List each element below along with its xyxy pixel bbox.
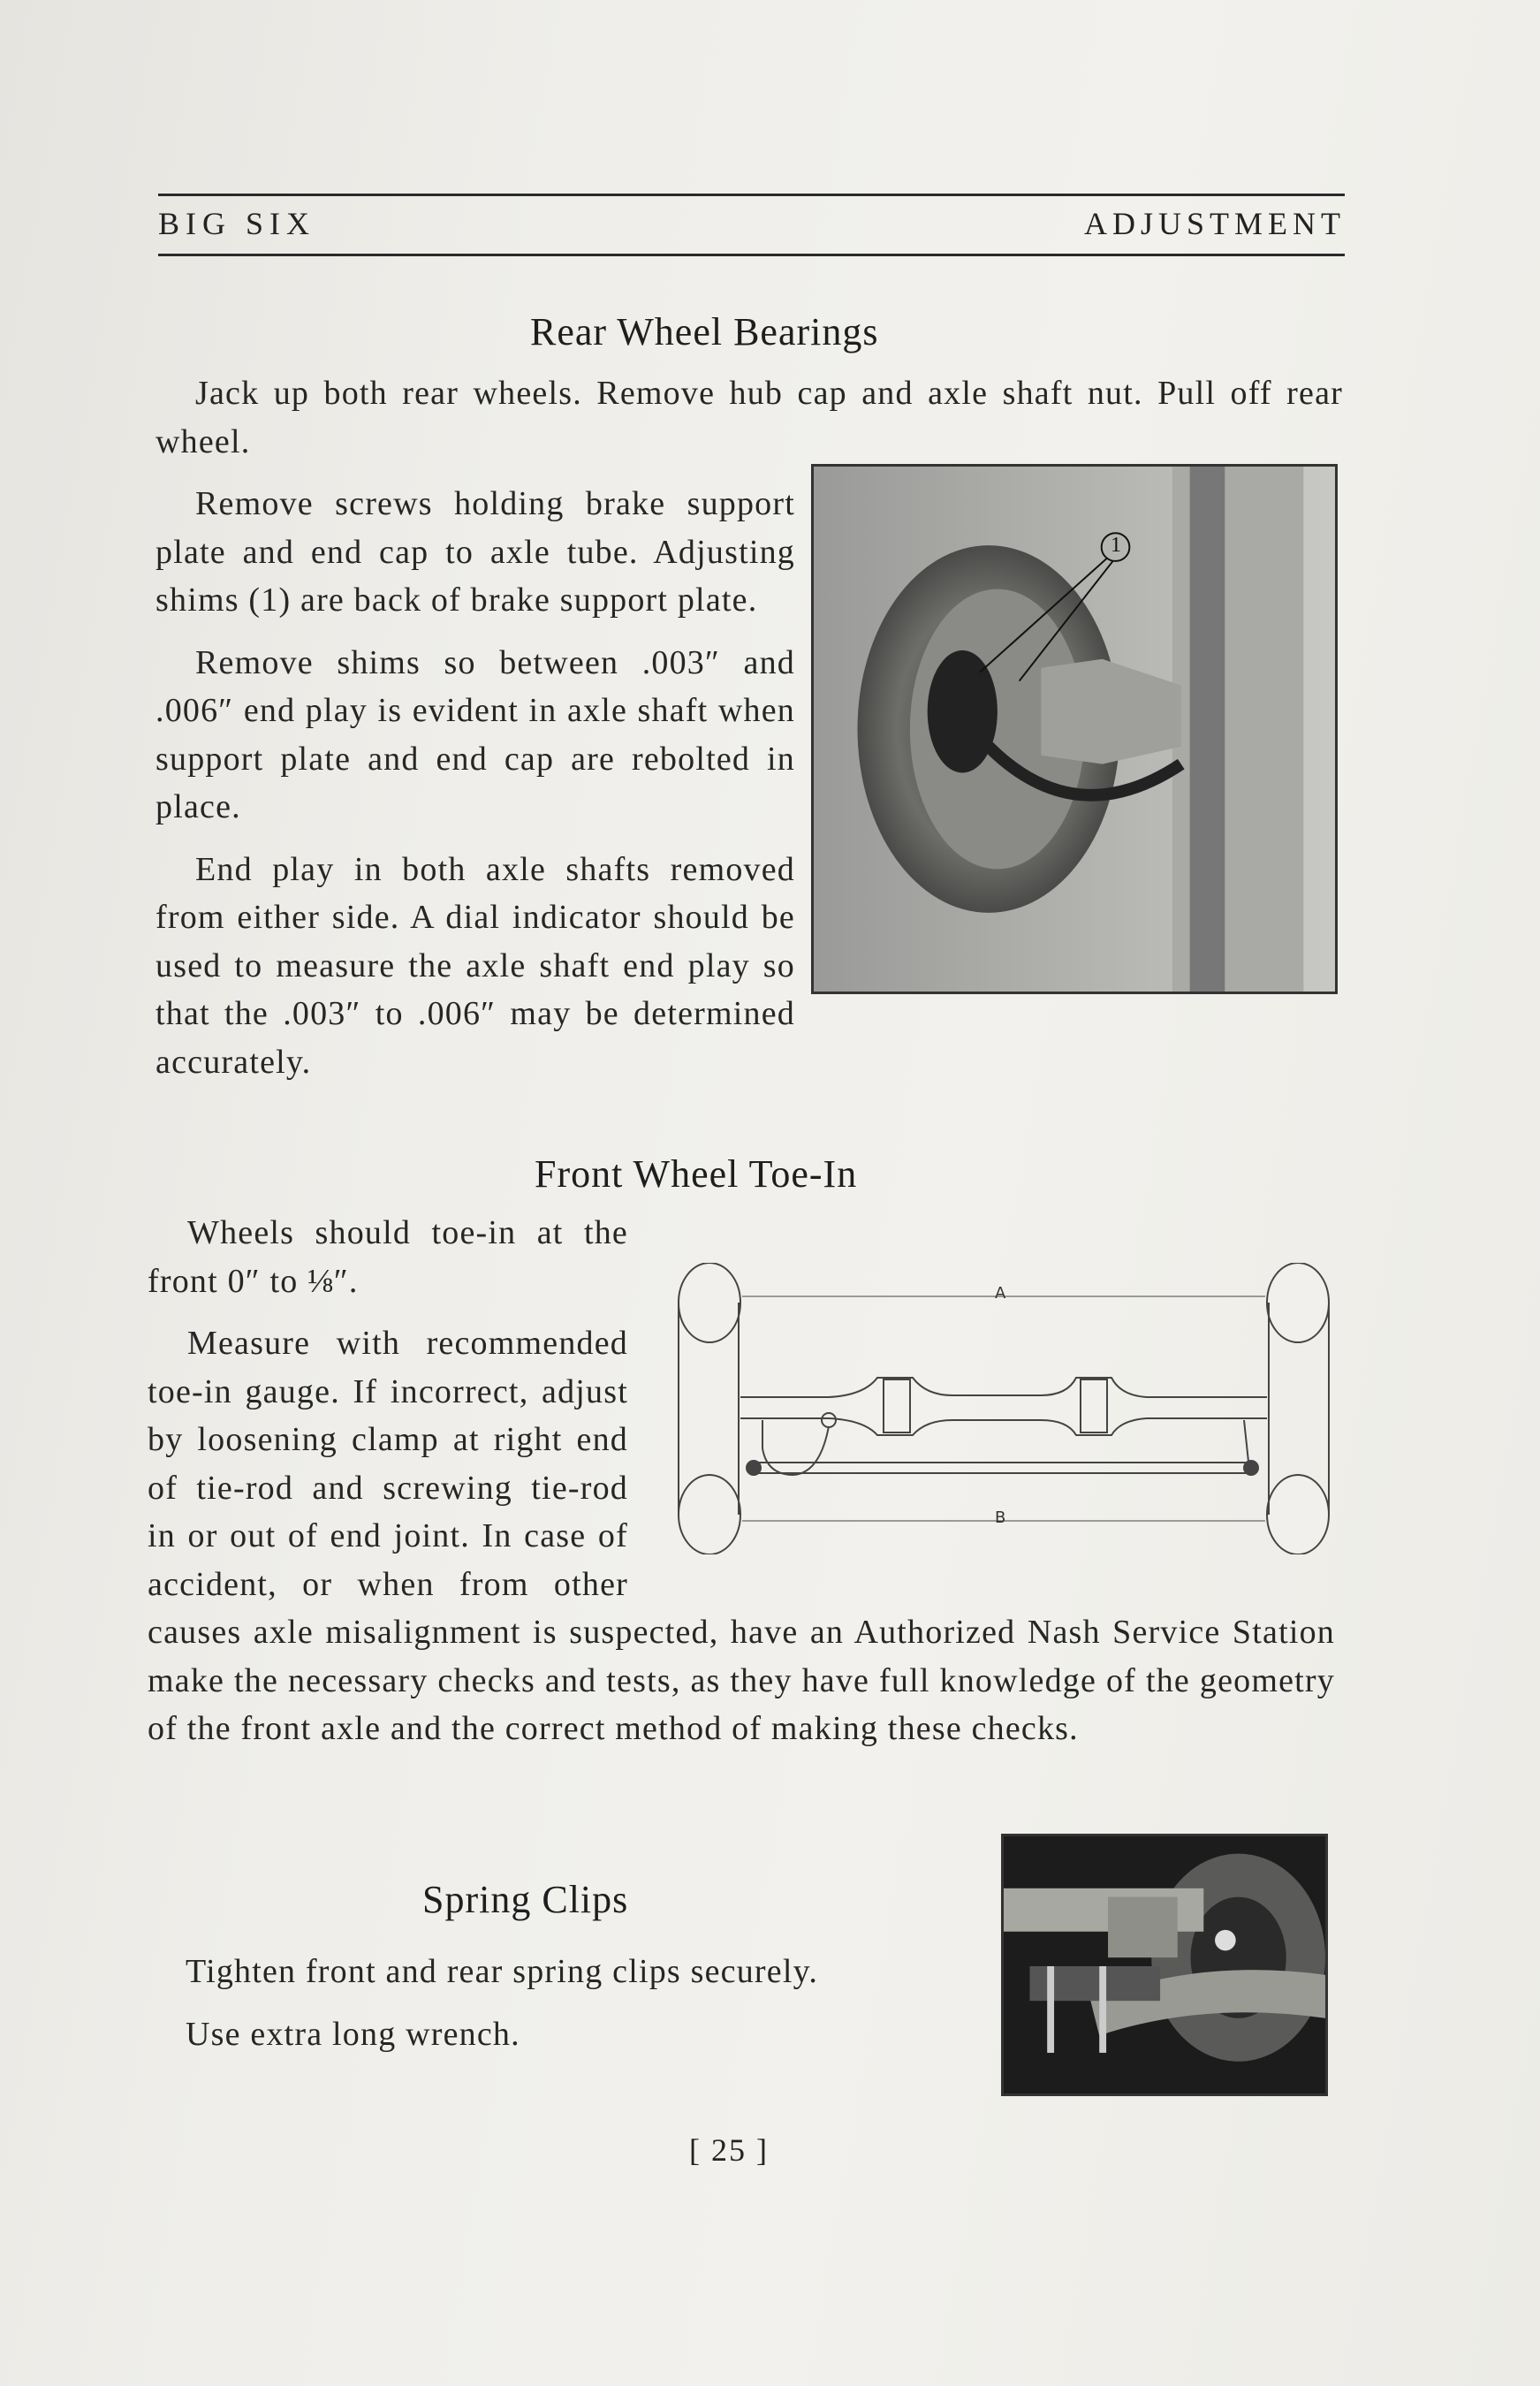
paragraph: End play in both axle shafts removed from either side. A dial indicator should be used to measure the axle shaft end play so that the .003″ to .006″ may be determined accurately. — [156, 850, 795, 1081]
front-wheel-toe-in-heading: Front Wheel Toe-In — [535, 1152, 858, 1196]
paragraph: Tighten front and rear spring clips securely. — [186, 1953, 819, 1990]
spring-clips-text — [186, 1948, 981, 2072]
paragraph: Jack up both rear wheels. Remove hub cap and axle shaft nut. Pull off rear wheel. — [156, 375, 1343, 460]
paragraph: Wheels should toe-in at the front 0″ to ⅛″. — [148, 1214, 628, 1300]
header-top-rule — [158, 194, 1345, 196]
paragraph: Measure with recommended toe-in gauge. If incorrect, adjust by loosening clamp at right end of tie-rod and screwing tie-rod in or out of end joint. In case of accident, or when from other causes axle misalignment is suspected, have an Authorized Nash Service Station make the necessary checks and tests, as they have full knowledge of the geometry of the front axle and the correct method of making these checks. — [148, 1325, 1335, 1747]
spring-clips-heading: Spring Clips — [422, 1878, 629, 1921]
header-bottom-rule — [158, 254, 1345, 256]
paragraph: Use extra long wrench. — [186, 2015, 520, 2053]
header-left: BIG SIX — [158, 206, 316, 241]
paragraph: Remove shims so between .003″ and .006″ end play is evident in axle shaft when support plate and end cap are rebolted in place. — [156, 643, 795, 825]
paragraph: Remove screws holding brake support plate and end cap to axle tube. Adjusting shims (1) are back of brake support plate. — [156, 485, 795, 619]
toe-in-axle-diagram — [670, 1263, 1338, 1554]
spring-clips-photo — [1001, 1834, 1328, 2096]
rear-wheel-bearings-heading: Rear Wheel Bearings — [530, 310, 879, 353]
header-right: ADJUSTMENT — [1083, 206, 1346, 241]
dimension-label-a: A — [995, 1284, 1006, 1303]
dimension-label-b: B — [995, 1508, 1006, 1527]
shim-callout-label: 1 — [1111, 534, 1121, 557]
page-number: [ 25 ] — [689, 2132, 769, 2168]
brake-support-plate-photo — [811, 464, 1338, 994]
